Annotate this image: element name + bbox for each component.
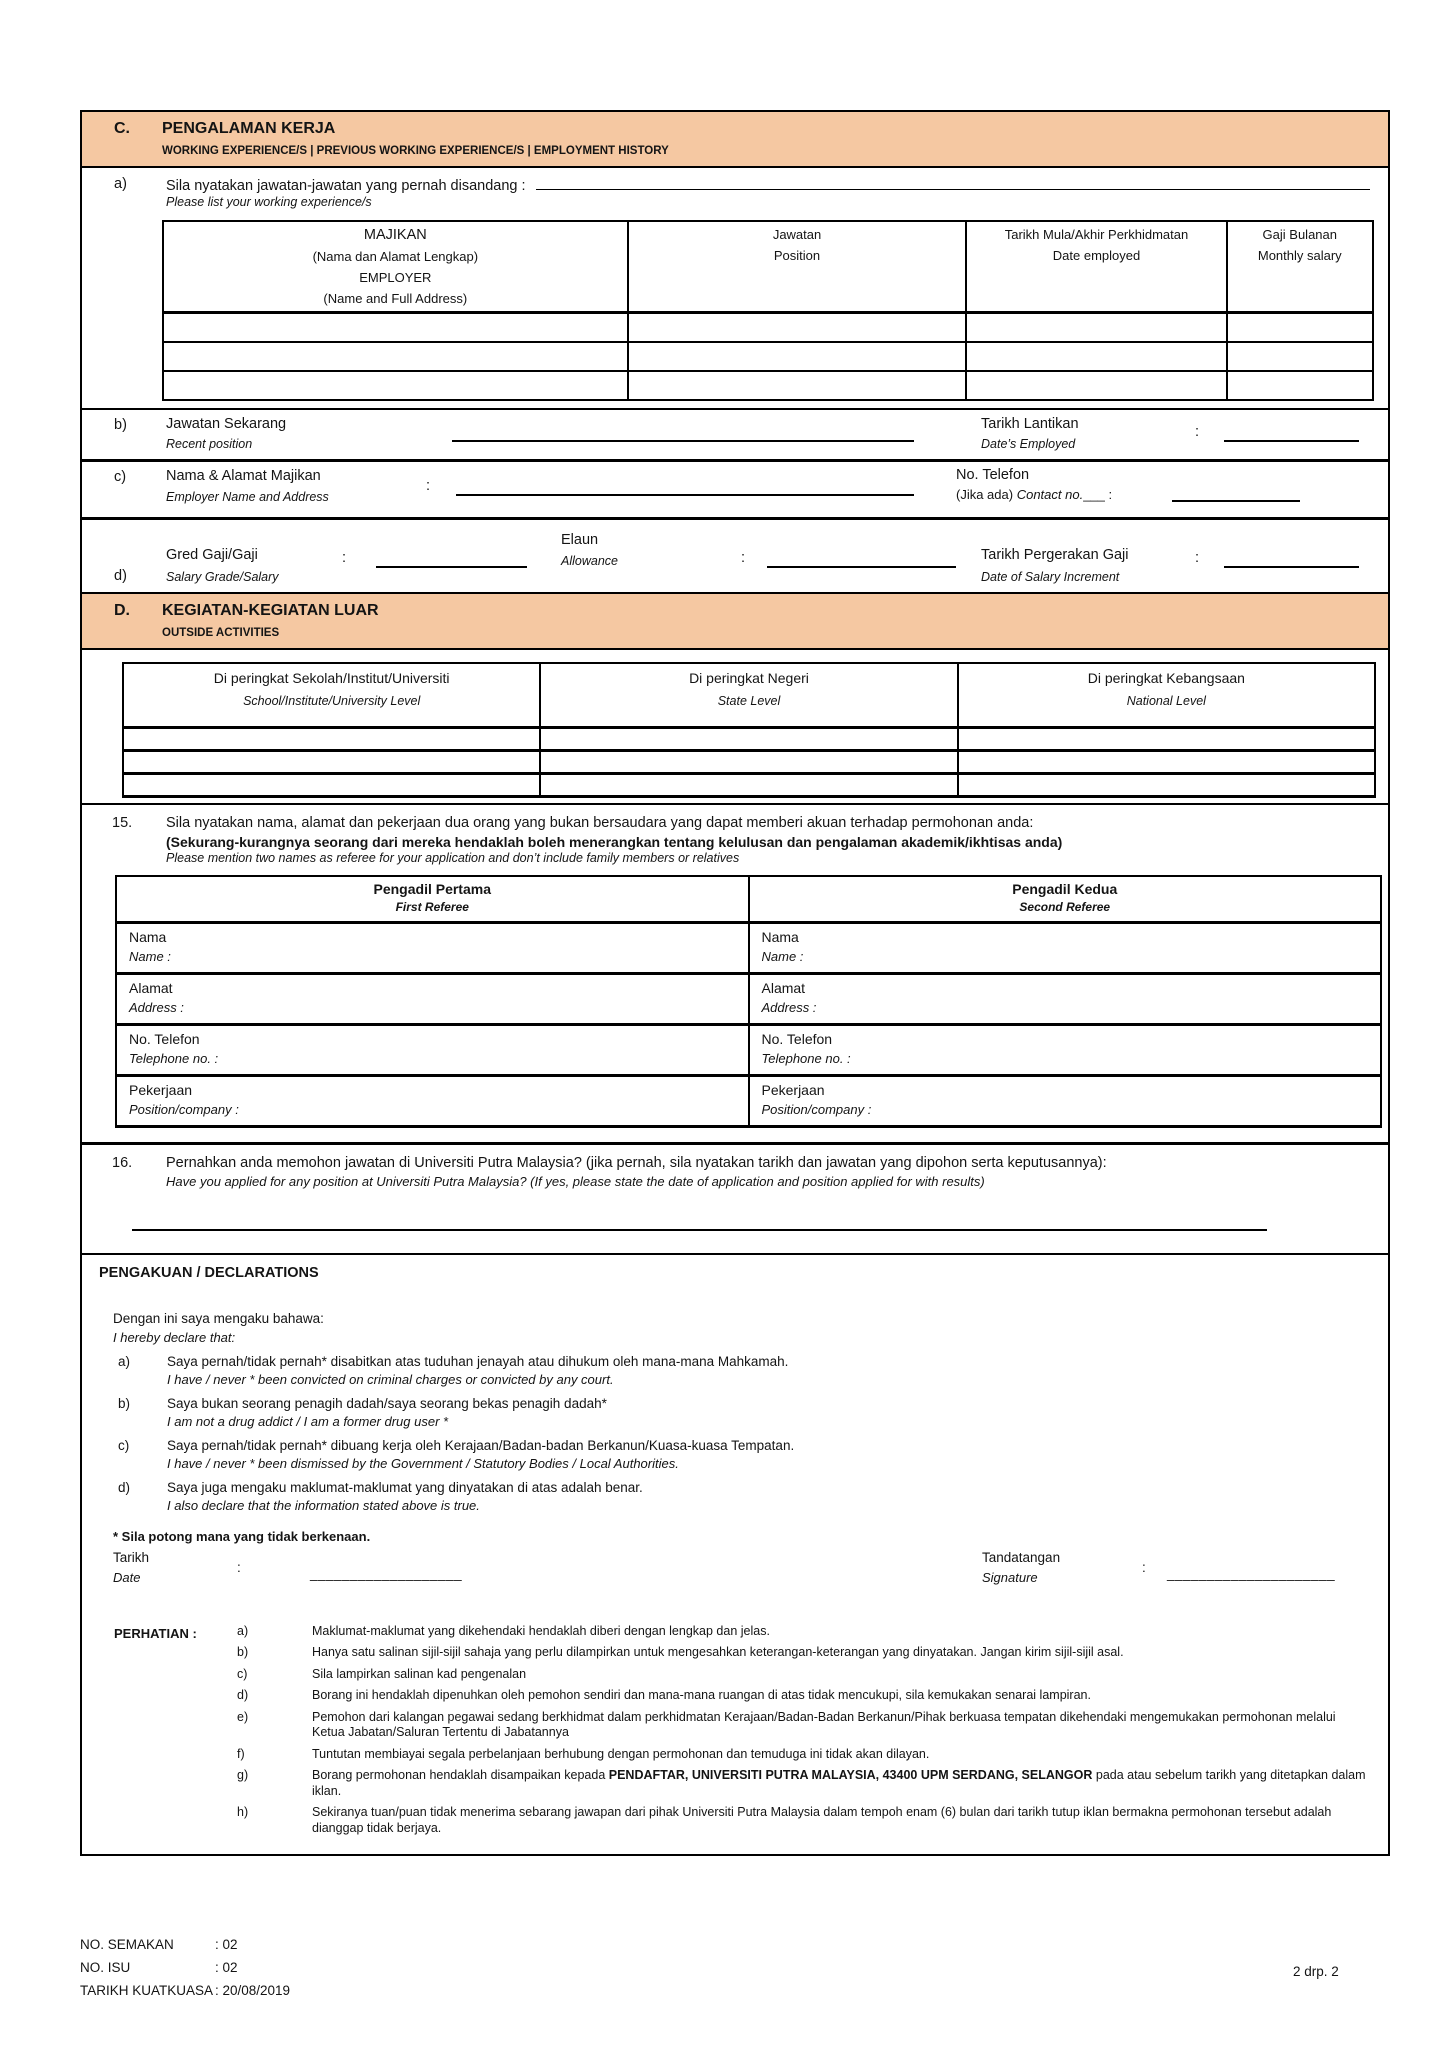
- declarations-title: PENGAKUAN / DECLARATIONS: [99, 1264, 319, 1281]
- item-c-colon: :: [426, 478, 431, 494]
- section-d-subtitle: OUTSIDE ACTIVITIES: [162, 627, 280, 639]
- position-cell: [628, 342, 967, 371]
- employer-column-header: [163, 221, 628, 313]
- perhatian-item-e: [82, 1710, 1388, 1741]
- section-c-letter: C.: [114, 120, 130, 137]
- phone-label-my: No. Telefon: [129, 1030, 200, 1047]
- perhatian-item-d: [82, 1688, 1388, 1704]
- perhatian-b-letter: b): [237, 1645, 249, 1659]
- item-d-right-en: Date of Salary Increment: [981, 570, 1120, 584]
- item-d-colon1: :: [342, 550, 347, 566]
- item-d-colon2: :: [741, 550, 746, 566]
- state-level-my: Di peringkat Negeri: [689, 670, 809, 686]
- referee-address-row: [116, 973, 1381, 1024]
- referee2-occupation-cell: [749, 1075, 1382, 1126]
- item-d-mid-en: Allowance: [561, 554, 618, 568]
- declaration-a-letter: a): [118, 1353, 131, 1369]
- national-level-en: National Level: [1126, 694, 1206, 708]
- item-d-colon3: :: [1195, 550, 1200, 566]
- employment-row-3: [163, 371, 1373, 400]
- item-15-number: 15.: [112, 815, 133, 831]
- section-c-title: PENGALAMAN KERJA: [162, 120, 336, 137]
- salary-cell: [1227, 371, 1373, 400]
- header-position: Position: [773, 248, 821, 263]
- item-d-mid-my: Elaun: [561, 532, 599, 548]
- occupation-label-en: Position/company :: [761, 1101, 872, 1117]
- effective-date-label: TARIKH KUATKUASA: [80, 1983, 214, 1998]
- state-level-en: State Level: [717, 694, 781, 708]
- date-cell: [966, 342, 1226, 371]
- signature-label-en: Signature: [982, 1569, 1038, 1585]
- declaration-c-letter: c): [118, 1437, 130, 1453]
- referee-table: [115, 875, 1382, 1128]
- employer-cell: [163, 342, 628, 371]
- allowance-fill-line: [767, 566, 956, 568]
- referee-phone-row: [116, 1024, 1381, 1075]
- perhatian-g-pre: Borang permohonan hendaklah disampaikan kepada: [312, 1768, 609, 1782]
- declaration-d-en: I also declare that the information stated above is true.: [167, 1497, 480, 1513]
- outside-activities: [82, 650, 1388, 805]
- perhatian-item-a: [82, 1624, 1388, 1640]
- contact-no-text: Contact no.: [1016, 487, 1084, 502]
- position-cell: [628, 371, 967, 400]
- header-employer: EMPLOYER: [359, 270, 432, 285]
- header-date-employed: Date employed: [1052, 248, 1141, 263]
- item-c-right-en: [956, 487, 1112, 502]
- state-cell: [540, 750, 957, 773]
- second-referee-my: Pengadil Kedua: [1012, 881, 1118, 897]
- national-level-my: Di peringkat Kebangsaan: [1087, 670, 1245, 686]
- perhatian-g-letter: g): [237, 1768, 249, 1782]
- item-a-working-experience: [82, 168, 1388, 410]
- header-employer-sub: (Name and Full Address): [323, 291, 468, 306]
- referee1-occupation-cell: [116, 1075, 749, 1126]
- header-jawatan: Jawatan: [772, 227, 822, 242]
- perhatian-item-c: [82, 1667, 1388, 1683]
- declarations-intro-my: Dengan ini saya mengaku bahawa:: [113, 1310, 324, 1326]
- name-label-my: Nama: [761, 928, 799, 945]
- salary-cell: [1227, 342, 1373, 371]
- referee1-phone-cell: [116, 1024, 749, 1075]
- item-c-letter: c): [114, 469, 127, 485]
- item-16-fill-line: [132, 1229, 1267, 1231]
- salary-cell: [1227, 313, 1373, 342]
- employer-cell: [163, 371, 628, 400]
- national-cell: [958, 727, 1375, 750]
- employer-cell: [163, 313, 628, 342]
- strike-out-note: * Sila potong mana yang tidak berkenaan.: [113, 1528, 371, 1544]
- salary-grade-fill-line: [376, 566, 527, 568]
- section-c-header: [82, 112, 1388, 168]
- perhatian-e-letter: e): [237, 1709, 249, 1724]
- item-c-label-my: Nama & Alamat Majikan: [166, 468, 321, 484]
- header-majikan-sub: (Nama dan Alamat Lengkap): [312, 249, 479, 264]
- item-c-employer: [82, 462, 1388, 520]
- perhatian-a-letter: a): [237, 1623, 249, 1638]
- item-15-line1: Sila nyatakan nama, alamat dan pekerjaan dua orang yang bukan bersaudara yang dapat memberi akuan terhadap permohonan anda:: [166, 815, 1034, 831]
- header-monthly-salary: Monthly salary: [1257, 248, 1342, 263]
- referee2-name-cell: [749, 922, 1382, 973]
- school-cell: [123, 727, 540, 750]
- declaration-d-letter: d): [118, 1479, 131, 1495]
- application-form: [80, 110, 1390, 1856]
- name-label-en: Name :: [761, 948, 804, 964]
- first-referee-en: First Referee: [395, 900, 469, 914]
- item-c-right-my: No. Telefon: [956, 467, 1030, 483]
- position-cell: [628, 313, 967, 342]
- perhatian-label: PERHATIAN :: [114, 1625, 197, 1641]
- activities-row-2: [123, 750, 1375, 773]
- address-label-en: Address :: [129, 999, 184, 1015]
- contact-no-tail: ___ :: [1083, 487, 1113, 502]
- position-column-header: [628, 221, 967, 313]
- declaration-item-b: [82, 1396, 1388, 1429]
- date-employed-column-header: [966, 221, 1226, 313]
- referee-occupation-row: [116, 1075, 1381, 1126]
- date-fill-line: ___________________: [310, 1565, 463, 1581]
- item-a-instruction-my: Sila nyatakan jawatan-jawatan yang pernah disandang :: [166, 178, 526, 194]
- referee1-name-cell: [116, 922, 749, 973]
- item-d-right-my: Tarikh Pergerakan Gaji: [981, 547, 1129, 563]
- phone-label-my: No. Telefon: [761, 1030, 833, 1047]
- perhatian-h-letter: h): [237, 1805, 249, 1819]
- perhatian-g-text: [312, 1768, 1366, 1799]
- date-cell: [966, 313, 1226, 342]
- issue-no-row: [80, 1956, 290, 1979]
- perhatian-f-letter: f): [237, 1746, 245, 1761]
- state-cell: [540, 727, 957, 750]
- occupation-label-my: Pekerjaan: [129, 1081, 193, 1098]
- revision-no-label: NO. SEMAKAN: [80, 1937, 174, 1952]
- item-16-line2: Have you applied for any position at Universiti Putra Malaysia? (If yes, please state the date of application and position applied for with results): [166, 1173, 985, 1189]
- section-d-title: KEGIATAN-KEGIATAN LUAR: [162, 602, 379, 619]
- item-b-colon: :: [1195, 424, 1200, 440]
- perhatian-g-post: pada atau sebelum tarikh yang ditetapkan dalam iklan.: [312, 1768, 1366, 1798]
- perhatian-e-text: Pemohon dari kalangan pegawai sedang berkhidmat dalam perkhidmatan Kerajaan/Badan-Badan Berkanun/Pihak berkuasa tempatan dikehendaki mengemukakan permohonan melalui Ketua Jabatan/Saluran Tertentu di Jabatannya: [312, 1709, 1336, 1739]
- school-level-header: [123, 663, 540, 727]
- occupation-label-my: Pekerjaan: [761, 1081, 825, 1098]
- item-d-label-my: Gred Gaji/Gaji: [166, 547, 258, 563]
- perhatian-item-b: [82, 1645, 1388, 1661]
- declaration-c-my: Saya pernah/tidak pernah* dibuang kerja oleh Kerajaan/Badan-badan Berkanun/Kuasa-kuasa Tempatan.: [167, 1437, 795, 1453]
- header-tarikh: Tarikh Mula/Akhir Perkhidmatan: [1004, 227, 1189, 242]
- activities-row-3: [123, 773, 1375, 796]
- declaration-c-en: I have / never * been dismissed by the Government / Statutory Bodies / Local Authorities.: [167, 1455, 679, 1471]
- date-label-en: Date: [113, 1569, 141, 1585]
- name-label-en: Name :: [129, 948, 171, 964]
- revision-no-value: : 02: [215, 1937, 238, 1952]
- national-cell: [958, 750, 1375, 773]
- perhatian-a-text: Maklumat-maklumat yang dikehendaki hendaklah diberi dengan lengkap dan jelas.: [312, 1623, 770, 1638]
- signature-fill-line: _____________________: [1167, 1565, 1336, 1581]
- referee1-address-cell: [116, 973, 749, 1024]
- item-15-referees: [82, 805, 1388, 1145]
- item-b-label-my: Jawatan Sekarang: [166, 416, 287, 432]
- employer-fill-line: [456, 494, 914, 496]
- phone-label-en: Telephone no. :: [761, 1050, 851, 1066]
- fill-line: [536, 176, 1370, 190]
- state-level-header: [540, 663, 957, 727]
- school-cell: [123, 773, 540, 796]
- date-employed-fill-line: [1224, 440, 1359, 442]
- recent-position-fill-line: [452, 440, 914, 442]
- perhatian-item-g: [82, 1768, 1388, 1799]
- item-d-salary: [82, 520, 1388, 594]
- salary-column-header: [1227, 221, 1373, 313]
- section-d-header: [82, 594, 1388, 650]
- item-15-line3: Please mention two names as referee for your application and don’t include family members or relatives: [166, 851, 740, 865]
- referee-name-row: [116, 922, 1381, 973]
- perhatian-d-text: Borang ini hendaklah dipenuhkan oleh pemohon sendiri dan mana-mana ruangan di atas tidak mencukupi, sila kemukakan senarai lampiran.: [312, 1688, 1091, 1702]
- name-label-my: Nama: [129, 928, 167, 945]
- signature-colon: :: [1142, 1559, 1146, 1575]
- perhatian-block: [82, 1624, 1388, 1837]
- effective-date-value: : 20/08/2019: [215, 1983, 291, 1998]
- item-15-line2: (Sekurang-kurangnya seorang dari mereka hendaklah boleh menerangkan tentang kelulusan dan pengalaman akademik/ikhtisas anda): [166, 834, 1063, 850]
- declaration-b-letter: b): [118, 1395, 131, 1411]
- declaration-a-my: Saya pernah/tidak pernah* disabitkan atas tuduhan jenayah atau dihukum oleh mana-mana Mahkamah.: [167, 1353, 789, 1369]
- perhatian-c-text: Sila lampirkan salinan kad pengenalan: [312, 1666, 527, 1681]
- referee2-phone-cell: [749, 1024, 1382, 1075]
- item-b-right-my: Tarikh Lantikan: [981, 416, 1079, 432]
- declaration-a-en: I have / never * been convicted on criminal charges or convicted by any court.: [167, 1371, 614, 1387]
- item-a-instruction: [166, 176, 1370, 194]
- issue-no-label: NO. ISU: [80, 1960, 131, 1975]
- perhatian-c-letter: c): [237, 1666, 248, 1681]
- employment-row-1: [163, 313, 1373, 342]
- item-16-line1: Pernahkan anda memohon jawatan di Universiti Putra Malaysia? (jika pernah, sila nyatakan tarikh dan jawatan yang dipohon serta keputusannya):: [166, 1154, 1107, 1171]
- activities-row-1: [123, 727, 1375, 750]
- section-c-subtitle: WORKING EXPERIENCE/S | PREVIOUS WORKING EXPERIENCE/S | EMPLOYMENT HISTORY: [162, 145, 669, 157]
- item-d-label-en: Salary Grade/Salary: [166, 570, 279, 584]
- perhatian-d-letter: d): [237, 1688, 249, 1702]
- perhatian-b-text: Hanya satu salinan sijil-sijil sahaja yang perlu dilampirkan untuk mengesahkan keterangan-keterangan yang dinyatakan. Jangan kirim sijil-sijil asal.: [312, 1645, 1124, 1659]
- item-a-letter: a): [114, 176, 127, 192]
- header-gaji: Gaji Bulanan: [1262, 227, 1337, 242]
- item-16-number: 16.: [112, 1154, 133, 1171]
- item-b-label-en: Recent position: [166, 437, 253, 451]
- referee2-address-cell: [749, 973, 1382, 1024]
- first-referee-header: [116, 876, 749, 922]
- national-cell: [958, 773, 1375, 796]
- declarations-intro-en: I hereby declare that:: [113, 1329, 236, 1345]
- jika-ada-text: (Jika ada): [956, 487, 1017, 502]
- date-colon: :: [237, 1559, 241, 1575]
- state-cell: [540, 773, 957, 796]
- item-b-letter: b): [114, 417, 127, 433]
- contact-no-fill-line: [1172, 500, 1300, 502]
- address-label-my: Alamat: [761, 979, 806, 996]
- second-referee-header: [749, 876, 1382, 922]
- second-referee-en: Second Referee: [1019, 900, 1111, 914]
- declarations-section: [82, 1255, 1388, 1855]
- perhatian-f-text: Tuntutan membiayai segala perbelanjaan berhubung dengan permohonan dan temuduga ini tidak akan dilayan.: [312, 1746, 930, 1761]
- item-b-recent-position: [82, 410, 1388, 462]
- occupation-label-en: Position/company :: [129, 1101, 239, 1117]
- first-referee-my: Pengadil Pertama: [373, 881, 491, 897]
- declaration-b-en: I am not a drug addict / I am a former drug user *: [167, 1413, 449, 1429]
- date-cell: [966, 371, 1226, 400]
- declaration-item-d: [82, 1480, 1388, 1513]
- perhatian-item-f: [82, 1747, 1388, 1763]
- signature-label-my: Tandatangan: [982, 1549, 1061, 1565]
- declaration-item-c: [82, 1438, 1388, 1471]
- effective-date-row: [80, 1979, 290, 2002]
- page-number: 2 drp. 2: [1293, 1964, 1339, 1979]
- date-signature-row: [82, 1548, 1388, 1600]
- item-d-letter: d): [114, 568, 127, 584]
- address-label-en: Address :: [761, 999, 817, 1015]
- school-level-en: School/Institute/University Level: [243, 694, 421, 708]
- revision-no-row: [80, 1933, 290, 1956]
- declaration-d-my: Saya juga mengaku maklumat-maklumat yang dinyatakan di atas adalah benar.: [167, 1479, 643, 1495]
- address-label-my: Alamat: [129, 979, 173, 996]
- item-a-instruction-en: Please list your working experience/s: [166, 195, 372, 209]
- item-16-previous-application: [82, 1145, 1388, 1255]
- phone-label-en: Telephone no. :: [129, 1050, 219, 1066]
- perhatian-item-h: [82, 1805, 1388, 1836]
- section-d-letter: D.: [114, 602, 130, 619]
- perhatian-g-address: PENDAFTAR, UNIVERSITI PUTRA MALAYSIA, 43400 UPM SERDANG, SELANGOR: [608, 1768, 1093, 1782]
- document-footer: [80, 1933, 290, 2002]
- item-b-right-en: Date’s Employed: [981, 437, 1076, 451]
- declaration-item-a: [82, 1354, 1388, 1387]
- item-c-label-en: Employer Name and Address: [166, 490, 329, 504]
- national-level-header: [958, 663, 1375, 727]
- employment-row-2: [163, 342, 1373, 371]
- school-level-my: Di peringkat Sekolah/Institut/Universiti: [213, 670, 450, 686]
- salary-increment-fill-line: [1224, 566, 1359, 568]
- declaration-b-my: Saya bukan seorang penagih dadah/saya seorang bekas penagih dadah*: [167, 1395, 607, 1411]
- perhatian-h-text: Sekiranya tuan/puan tidak menerima sebarang jawapan dari pihak Universiti Putra Malaysia dalam tempoh enam (6) bulan dari tarikh tutup iklan bermakna permohonan tersebut adalah dianggap tidak berjaya.: [312, 1805, 1332, 1835]
- outside-activities-table: [122, 662, 1376, 798]
- issue-no-value: : 02: [215, 1960, 238, 1975]
- employment-history-table: [162, 220, 1374, 401]
- school-cell: [123, 750, 540, 773]
- header-majikan: MAJIKAN: [363, 227, 427, 243]
- date-label-my: Tarikh: [113, 1549, 150, 1565]
